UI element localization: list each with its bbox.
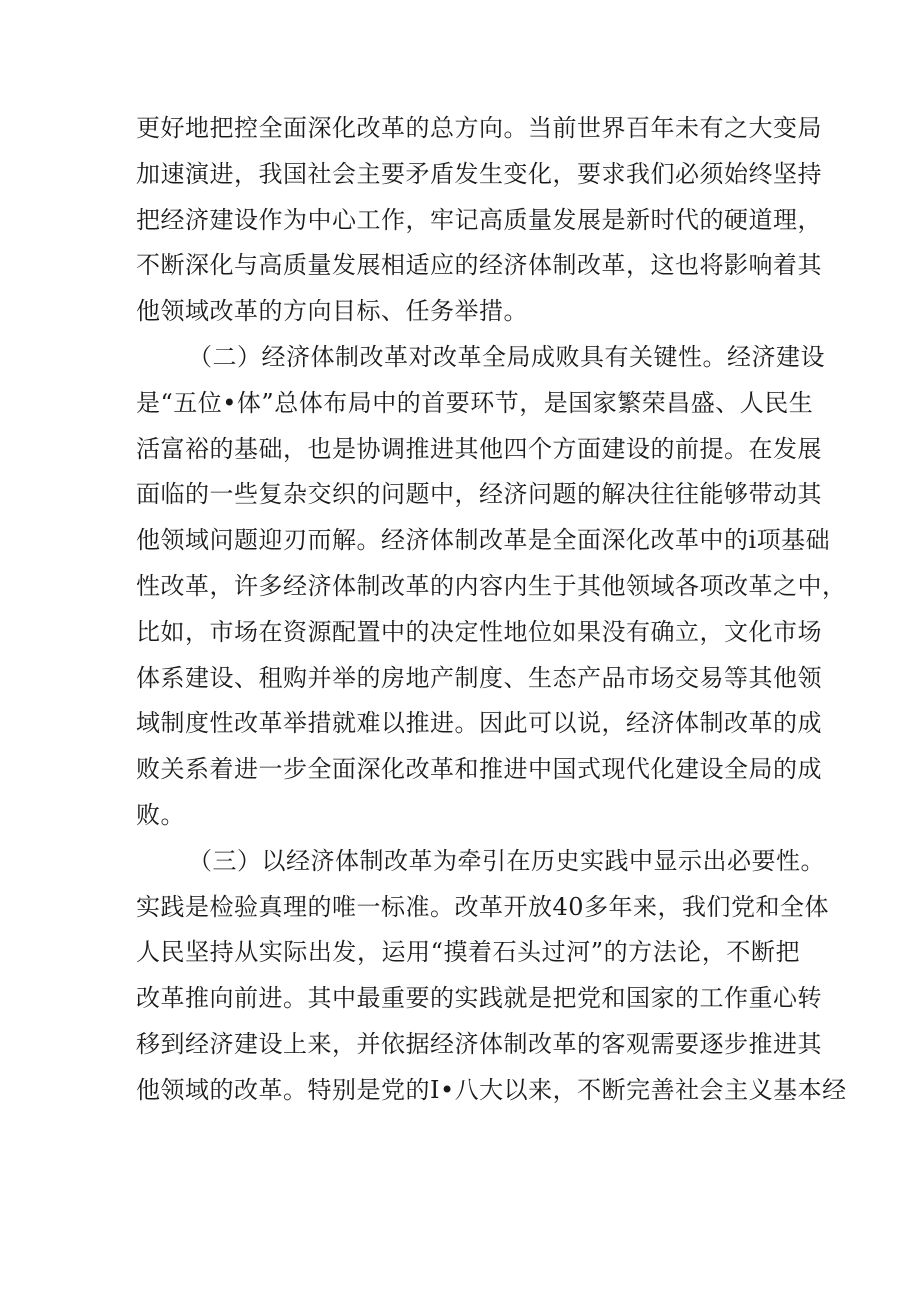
text-line: 不断深化与高质量发展相适应的经济体制改革，这也将影响着其	[136, 251, 822, 280]
text-line: 他领域改革的方向目标、任务举措。	[136, 297, 528, 326]
text-line: 人民坚持从实际出发，运用“摸着石头过河”的方法论，不断把	[136, 938, 800, 967]
text-line: （三）以经济体制改革为牵引在历史实践中显示出必要性。	[188, 846, 825, 875]
text-line: 比如，市场在资源配置中的决定性地位如果没有确立，文化市场	[136, 617, 822, 646]
text-line: 是“五位•体”总体布局中的首要环节，是国家繁荣昌盛、人民生	[136, 388, 814, 417]
text-line: 加速演进，我国社会主要矛盾发生变化，要求我们必须始终坚持	[136, 159, 822, 188]
text-line: 他领域的改革。特别是党的I•八大以来，不断完善社会主义基本经	[136, 1075, 847, 1104]
text-line: 实践是检验真理的唯一标准。改革开放40多年来，我们党和全体	[136, 892, 830, 921]
document-body	[136, 106, 847, 1114]
paragraph-three	[136, 839, 847, 1114]
text-line: 域制度性改革举措就难以推进。因此可以说，经济体制改革的成	[136, 709, 822, 738]
text-line: 移到经济建设上来，并依据经济体制改革的客观需要逐步推进其	[136, 1029, 822, 1058]
text-line: 体系建设、租购并举的房地产制度、生态产品市场交易等其他领	[136, 663, 822, 692]
paragraph-two	[136, 335, 847, 839]
paragraph-continuation	[136, 106, 822, 335]
text-line: 把经济建设作为中心工作，牢记高质量发展是新时代的硬道理，	[136, 205, 822, 234]
text-line: 面临的一些复杂交织的问题中，经济问题的解决往往能够带动其	[136, 480, 822, 509]
text-line: 活富裕的基础，也是协调推进其他四个方面建设的前提。在发展	[136, 434, 822, 463]
text-line: 改革推向前进。其中最重要的实践就是把党和国家的工作重心转	[136, 984, 822, 1013]
text-line: 性改革，许多经济体制改革的内容内生于其他领域各项改革之中，	[136, 571, 847, 600]
text-line: 他领域问题迎刃而解。经济体制改革是全面深化改革中的i项基础	[136, 526, 831, 555]
text-line: （二）经济体制改革对改革全局成败具有关键性。经济建设	[188, 342, 825, 371]
text-line: 败关系着进一步全面深化改革和推进中国式现代化建设全局的成	[136, 755, 822, 784]
text-line: 更好地把控全面深化改革的总方向。当前世界百年未有之大变局	[136, 114, 822, 142]
text-line: 败。	[136, 800, 185, 829]
